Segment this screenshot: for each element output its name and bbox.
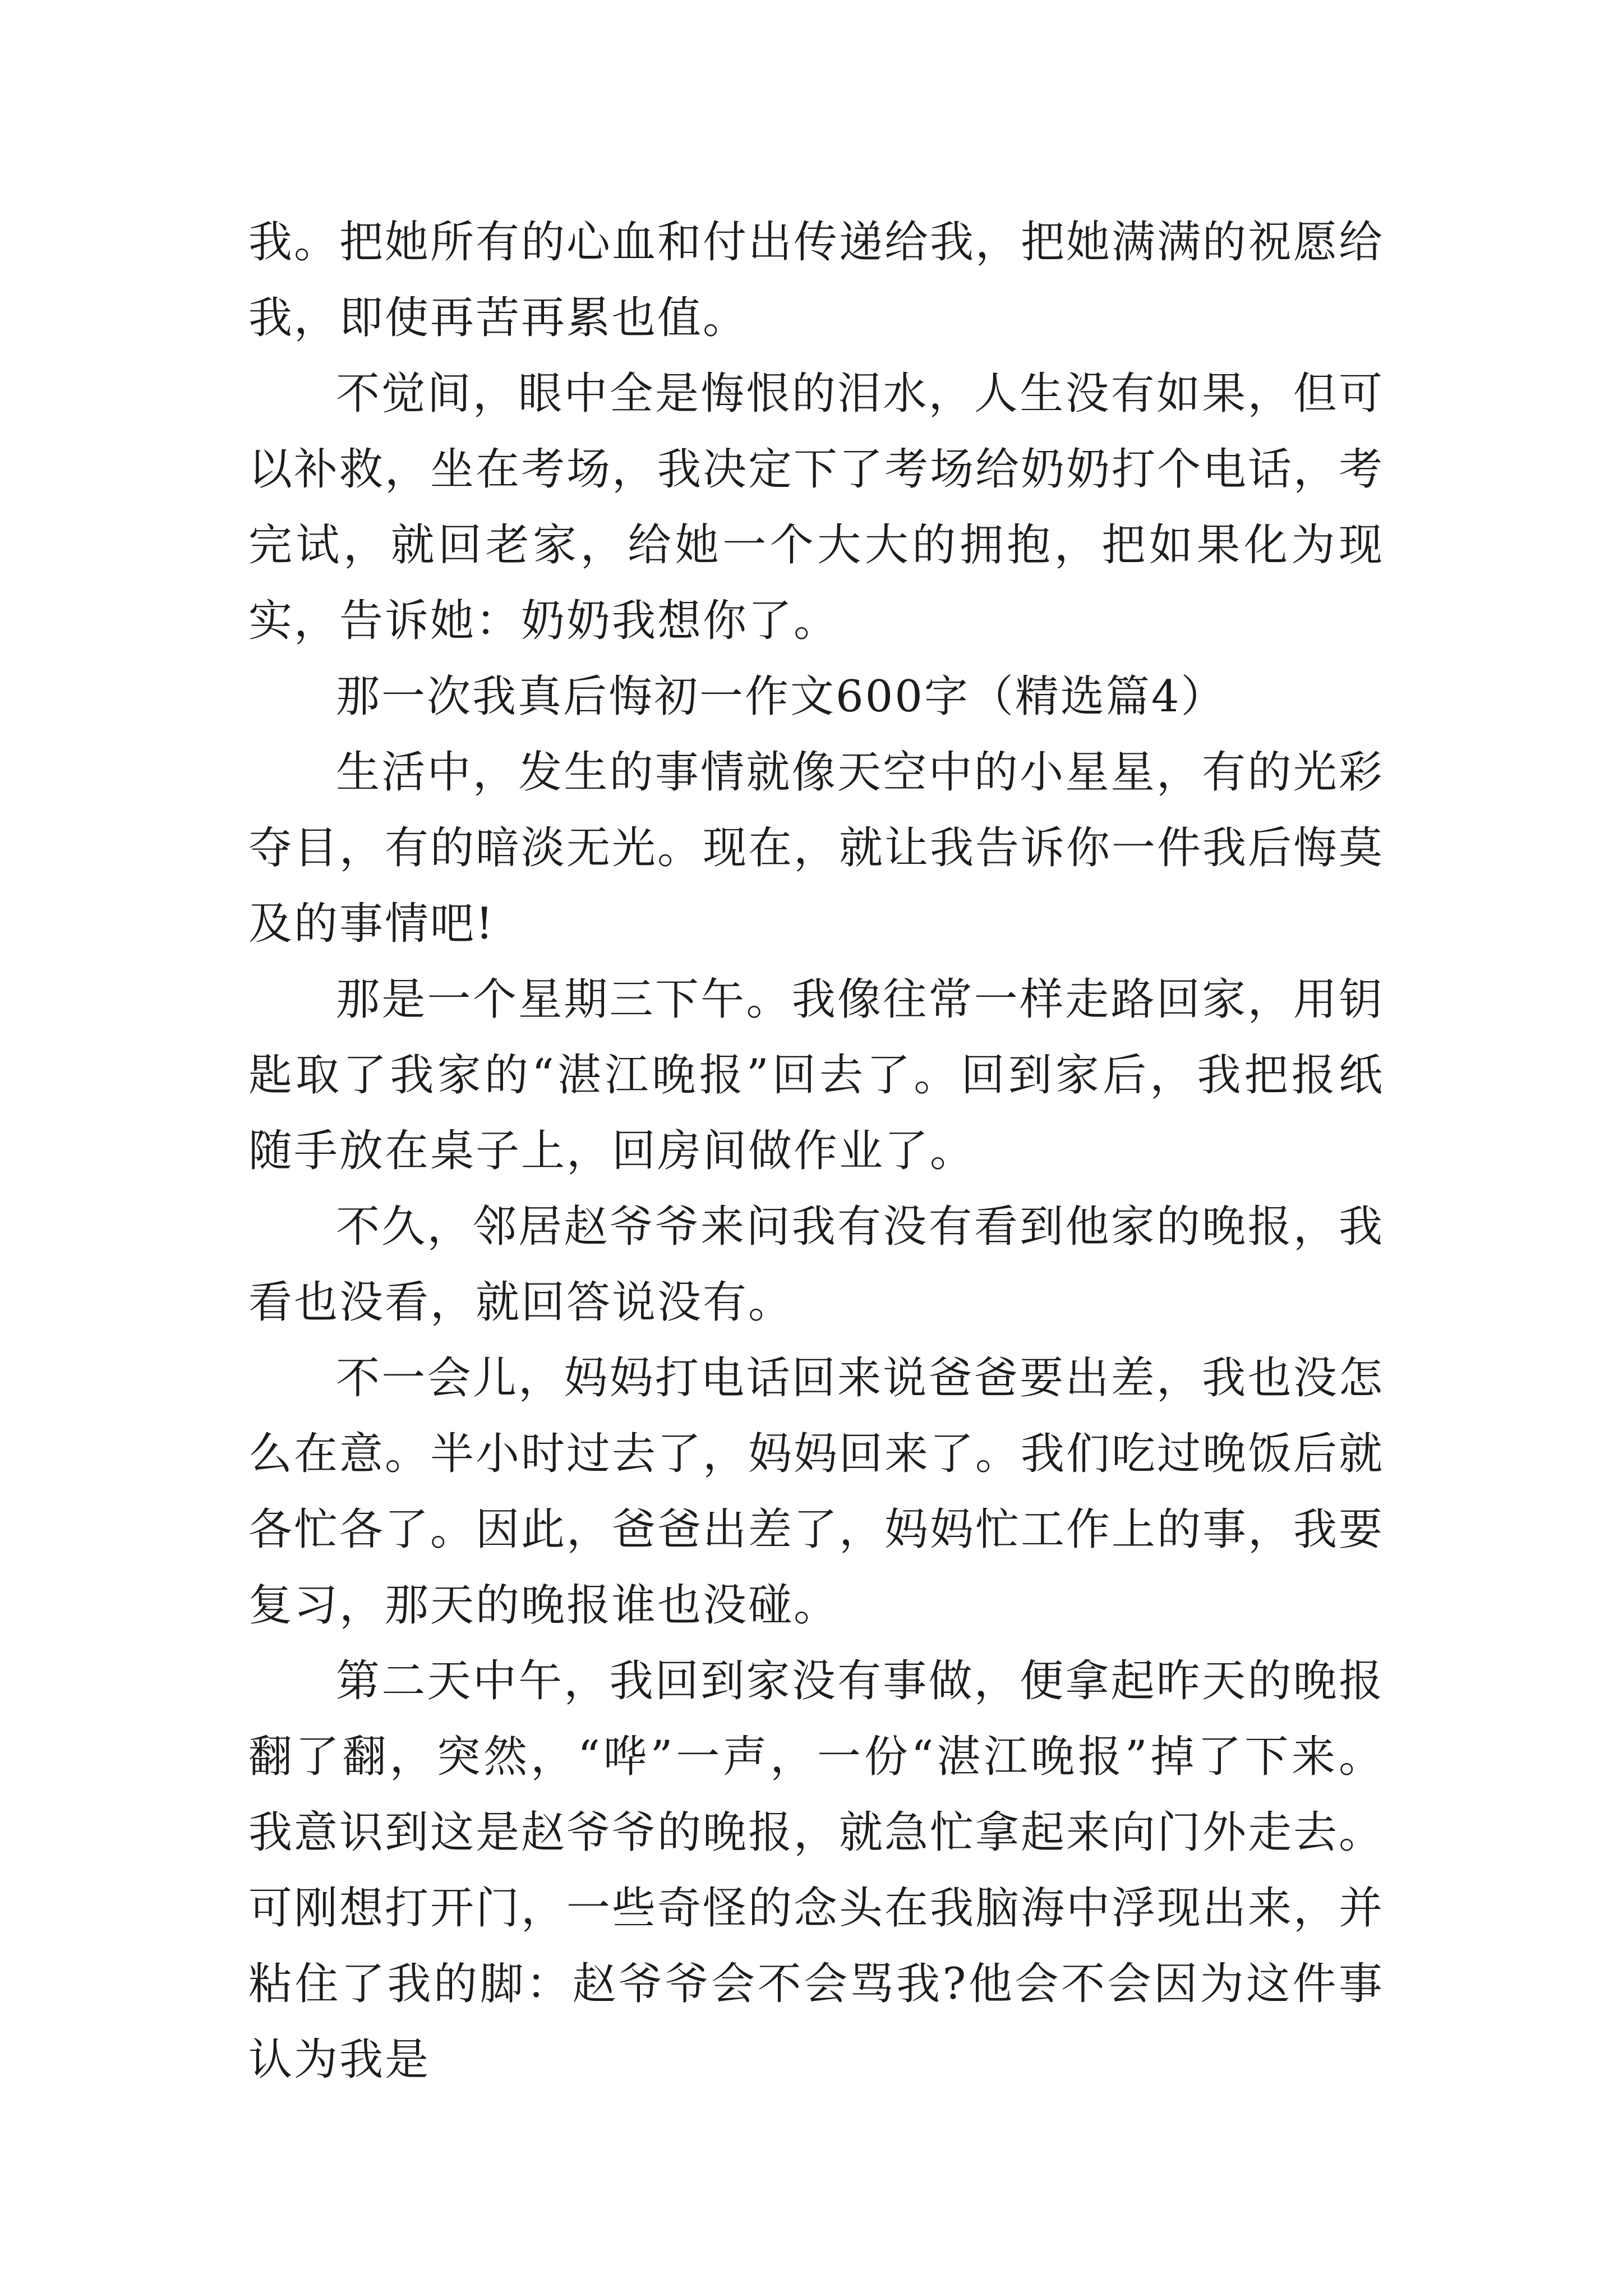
paragraph-6: 不一会儿，妈妈打电话回来说爸爸要出差，我也没怎么在意。半小时过去了，妈妈回来了。我们吃过晚饭后就各忙各了。因此，爸爸出差了，妈妈忙工作上的事，我要复习，那天的晚报谁也没碰。 xyxy=(248,1353,1385,1631)
document-body xyxy=(248,205,1384,2098)
paragraph-5: 不久，邻居赵爷爷来问我有没有看到他家的晚报，我看也没看，就回答说没有。 xyxy=(248,1202,1384,1328)
paragraph-1: 我。把她所有的心血和付出传递给我，把她满满的祝愿给我，即使再苦再累也值。 xyxy=(248,217,1385,343)
paragraph-7: 第二天中午，我回到家没有事做，便拿起昨天的晚报翻了翻，突然，“哗”一声，一份“湛江晚报”掉了下来。我意识到这是赵爷爷的晚报，就急忙拿起来向门外走去。可刚想打开门，一些奇怪的念头在我脑海中浮现出来，并粘住了我的脚：赵爷爷会不会骂我?他会不会因为这件事认为我是 xyxy=(248,1656,1385,2085)
paragraph-2: 不觉间，眼中全是悔恨的泪水，人生没有如果，但可以补救，坐在考场，我决定下了考场给奶奶打个电话，考完试，就回老家，给她一个大大的拥抱，把如果化为现实，告诉她：奶奶我想你了。 xyxy=(248,369,1385,646)
paragraph-4: 那是一个星期三下午。我像往常一样走路回家，用钥匙取了我家的“湛江晚报”回去了。回到家后，我把报纸随手放在桌子上，回房间做作业了。 xyxy=(248,974,1384,1176)
paragraph-3: 生活中，发生的事情就像天空中的小星星，有的光彩夺目，有的暗淡无光。现在，就让我告诉你一件我后悔莫及的事情吧! xyxy=(248,747,1385,949)
section-heading: 那一次我真后悔初一作文600字（精选篇4） xyxy=(336,671,1227,722)
